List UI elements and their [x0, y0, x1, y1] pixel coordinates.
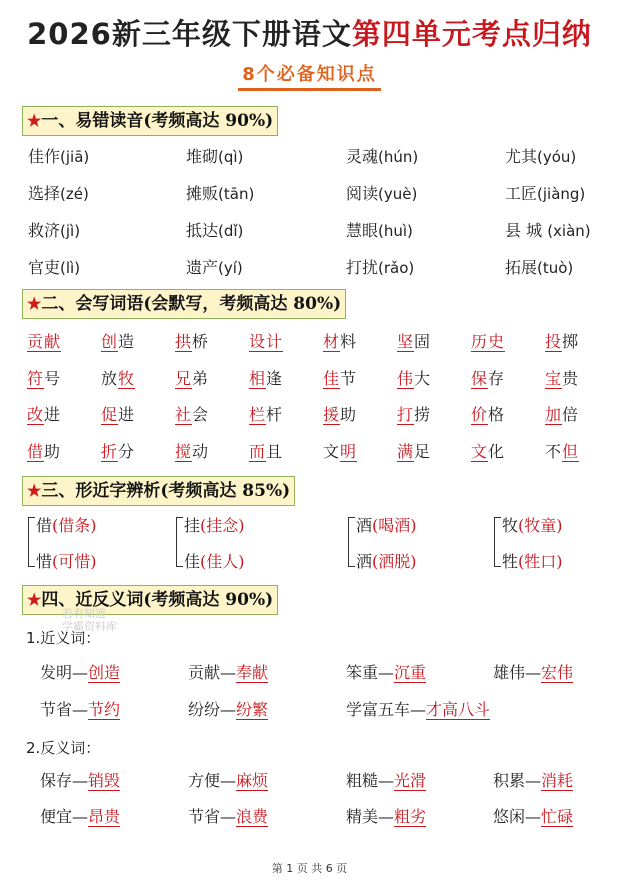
bracket-icon — [28, 517, 35, 567]
similar-char: 佳 — [184, 552, 201, 571]
similar-example: (喝酒) — [372, 516, 417, 535]
similar-char: 挂 — [184, 516, 201, 535]
pron-pinyin: (rǎo) — [378, 259, 415, 277]
vocab-part: 贡献 — [27, 332, 62, 351]
vocab-part: 佳 — [323, 369, 341, 388]
vocab-word — [27, 364, 61, 394]
vocab-part: 逢 — [266, 369, 284, 388]
vocab-part: 牧 — [118, 369, 136, 388]
section-3-label: 三、形近字辨析(考频高达 85%) — [41, 481, 291, 501]
vocab-part: 折 — [101, 442, 119, 461]
vocab-word — [175, 437, 209, 467]
vocab-part: 号 — [44, 369, 62, 388]
antonyms-answer: 麻烦 — [236, 771, 269, 790]
antonyms-item — [40, 802, 120, 832]
vocab-part: 而 — [249, 442, 267, 461]
synonyms-word: 纷纷— — [188, 700, 237, 719]
vocab-word — [101, 437, 135, 467]
vocab-part: 满 — [397, 442, 415, 461]
vocab-part: 文 — [471, 442, 489, 461]
vocab-word — [471, 437, 505, 467]
pron-pinyin: (tān) — [218, 185, 255, 203]
pron-word: 堆砌 — [186, 147, 219, 166]
similar-example: (洒脱) — [372, 552, 417, 571]
vocab-part: 社 — [175, 405, 193, 424]
section-3-header — [22, 476, 295, 506]
pron-pinyin: (jiàng) — [537, 185, 586, 203]
vocab-word — [175, 364, 209, 394]
vocab-word — [545, 400, 579, 430]
similar-line — [356, 549, 417, 575]
vocab-part: 加 — [545, 405, 563, 424]
vocab-word — [27, 437, 61, 467]
subtitle: 8个必备知识点 — [238, 60, 381, 91]
antonyms-word: 方便— — [188, 771, 237, 790]
similar-line — [184, 549, 245, 575]
similar-example: (借条) — [52, 516, 97, 535]
pron-word: 打扰 — [346, 258, 379, 277]
vocab-word — [249, 437, 283, 467]
vocab-part: 捞 — [414, 405, 432, 424]
star-icon: ★ — [27, 481, 42, 500]
antonyms-answer: 昂贵 — [88, 807, 121, 826]
synonyms-answer: 纷繁 — [236, 700, 269, 719]
vocab-part: 固 — [414, 332, 432, 351]
vocab-part: 拱 — [175, 332, 193, 351]
pron-pinyin: (huì) — [378, 222, 413, 240]
vocab-part: 杆 — [266, 405, 284, 424]
antonyms-item — [188, 766, 268, 796]
vocab-part: 明 — [340, 442, 358, 461]
similar-example: (佳人) — [200, 552, 245, 571]
vocab-part: 且 — [266, 442, 284, 461]
bracket-icon — [176, 517, 183, 567]
pron-word: 摊贩 — [186, 184, 219, 203]
vocab-part: 化 — [488, 442, 506, 461]
vocab-part: 桥 — [192, 332, 210, 351]
vocab-word — [397, 364, 431, 394]
synonyms-word: 贡献— — [188, 663, 237, 682]
vocab-part: 借 — [27, 442, 45, 461]
title-black: 2026新三年级下册语文 — [27, 17, 352, 51]
similar-line — [36, 513, 97, 539]
pron-word: 慧眼 — [346, 221, 379, 240]
similar-char: 洒 — [356, 552, 373, 571]
watermark-line-2: 学霸资料库 — [62, 620, 117, 633]
synonyms-item — [346, 658, 426, 688]
pron-word: 灵魂 — [346, 147, 379, 166]
synonyms-answer: 奉献 — [236, 663, 269, 682]
synonyms-answer: 宏伟 — [541, 663, 574, 682]
vocab-part: 伟 — [397, 369, 415, 388]
pron-word: 尤其 — [505, 147, 538, 166]
pron-item — [186, 216, 243, 246]
vocab-part: 投 — [545, 332, 563, 351]
vocab-word — [323, 437, 357, 467]
star-icon: ★ — [27, 294, 42, 313]
antonyms-item — [493, 802, 573, 832]
antonyms-word: 便宜— — [40, 807, 89, 826]
antonyms-item — [493, 766, 573, 796]
vocab-part: 会 — [192, 405, 210, 424]
synonyms-answer: 才高八斗 — [426, 700, 491, 719]
antonyms-item — [40, 766, 120, 796]
antonyms-word: 节省— — [188, 807, 237, 826]
pron-item — [28, 216, 80, 246]
pron-pinyin: (lì) — [60, 259, 81, 277]
antonyms-word: 积累— — [493, 771, 542, 790]
vocab-part: 掷 — [562, 332, 580, 351]
similar-char: 惜 — [36, 552, 53, 571]
similar-line — [36, 549, 97, 575]
vocab-part: 不 — [545, 442, 563, 461]
similar-char: 借 — [36, 516, 53, 535]
antonyms-word: 保存— — [40, 771, 89, 790]
vocab-part: 栏 — [249, 405, 267, 424]
vocab-part: 保 — [471, 369, 489, 388]
pron-pinyin: (jiā) — [60, 148, 90, 166]
pron-item — [28, 142, 89, 172]
antonyms-answer: 消耗 — [541, 771, 574, 790]
similar-line — [356, 513, 417, 539]
star-icon: ★ — [27, 590, 42, 609]
vocab-part: 兄 — [175, 369, 193, 388]
synonyms-item — [188, 695, 268, 725]
antonyms-item — [188, 802, 268, 832]
vocab-part: 材 — [323, 332, 341, 351]
vocab-word — [249, 364, 283, 394]
antonyms-label: 2.反义词： — [26, 739, 101, 757]
vocab-word — [175, 400, 209, 430]
pron-pinyin: (qì) — [218, 148, 244, 166]
pron-item — [186, 179, 254, 209]
pron-item — [505, 142, 576, 172]
pron-item — [28, 179, 89, 209]
vocab-part: 节 — [340, 369, 358, 388]
synonyms-item — [493, 658, 573, 688]
vocab-word — [545, 437, 579, 467]
vocab-part: 助 — [340, 405, 358, 424]
subtitle-wrap — [0, 60, 619, 91]
vocab-part: 促 — [101, 405, 119, 424]
similar-example: (牧童) — [518, 516, 563, 535]
vocab-word — [471, 327, 505, 357]
antonyms-answer: 浪费 — [236, 807, 269, 826]
synonyms-word: 节省— — [40, 700, 89, 719]
antonyms-item — [346, 802, 426, 832]
antonyms-word: 悠闲— — [493, 807, 542, 826]
pron-pinyin: (yuè) — [378, 185, 418, 203]
vocab-part: 造 — [118, 332, 136, 351]
vocab-part: 历史 — [471, 332, 506, 351]
antonyms-answer: 粗劣 — [394, 807, 427, 826]
vocab-part: 进 — [44, 405, 62, 424]
pron-pinyin: (yóu) — [537, 148, 577, 166]
synonyms-item — [188, 658, 268, 688]
synonyms-word: 发明— — [40, 663, 89, 682]
similar-line — [184, 513, 245, 539]
synonyms-word: 雄伟— — [493, 663, 542, 682]
pron-word: 选择 — [28, 184, 61, 203]
vocab-part: 存 — [488, 369, 506, 388]
vocab-part: 符 — [27, 369, 45, 388]
pron-word: 阅读 — [346, 184, 379, 203]
similar-char: 牧 — [502, 516, 519, 535]
vocab-word — [323, 327, 357, 357]
vocab-part: 放 — [101, 369, 119, 388]
section-1-header — [22, 106, 278, 136]
vocab-word — [101, 400, 135, 430]
star-icon: ★ — [27, 111, 42, 130]
vocab-part: 价 — [471, 405, 489, 424]
synonyms-item — [40, 658, 120, 688]
pron-item — [28, 253, 80, 283]
pron-item — [346, 253, 414, 283]
similar-line — [502, 513, 563, 539]
pron-item — [186, 142, 243, 172]
pron-pinyin: (tuò) — [537, 259, 574, 277]
synonyms-word: 学富五车— — [346, 700, 427, 719]
synonyms-item — [346, 695, 490, 725]
vocab-word — [545, 364, 579, 394]
vocab-part: 但 — [562, 442, 580, 461]
section-4-header — [22, 585, 278, 615]
vocab-part: 援 — [323, 405, 341, 424]
vocab-word — [101, 364, 135, 394]
antonyms-answer: 忙碌 — [541, 807, 574, 826]
vocab-part: 格 — [488, 405, 506, 424]
vocab-word — [323, 364, 357, 394]
vocab-part: 文 — [323, 442, 341, 461]
vocab-word — [27, 327, 61, 357]
synonyms-answer: 节约 — [88, 700, 121, 719]
vocab-word — [27, 400, 61, 430]
synonyms-answer: 创造 — [88, 663, 121, 682]
antonyms-answer: 销毁 — [88, 771, 121, 790]
pron-word: 拓展 — [505, 258, 538, 277]
vocab-word — [397, 327, 431, 357]
vocab-word — [545, 327, 579, 357]
vocab-word — [249, 327, 283, 357]
vocab-part: 改 — [27, 405, 45, 424]
vocab-word — [323, 400, 357, 430]
vocab-part: 弟 — [192, 369, 210, 388]
similar-example: (牲口) — [518, 552, 563, 571]
pron-item — [505, 216, 591, 246]
vocab-part: 进 — [118, 405, 136, 424]
vocab-word — [175, 327, 209, 357]
bracket-icon — [348, 517, 355, 567]
synonyms-item — [40, 695, 120, 725]
vocab-word — [397, 400, 431, 430]
pron-word: 佳作 — [28, 147, 61, 166]
antonyms-word: 精美— — [346, 807, 395, 826]
page-footer: 第 1 页 共 6 页 — [271, 862, 348, 875]
vocab-part: 助 — [44, 442, 62, 461]
vocab-part: 相 — [249, 369, 267, 388]
pron-pinyin: (xiàn) — [547, 222, 591, 240]
section-1-label: 一、易错读音(考频高达 90%) — [41, 111, 274, 131]
vocab-part: 足 — [414, 442, 432, 461]
antonyms-word: 粗糙— — [346, 771, 395, 790]
pron-word: 工匠 — [505, 184, 538, 203]
pron-word: 遗产 — [186, 258, 219, 277]
pron-pinyin: (zé) — [60, 185, 89, 203]
vocab-word — [471, 364, 505, 394]
section-4-label: 四、近反义词(考频高达 90%) — [41, 590, 274, 610]
pron-word: 救济 — [28, 221, 61, 240]
antonyms-item — [346, 766, 426, 796]
vocab-part: 分 — [118, 442, 136, 461]
section-2-label: 二、会写词语(会默写，考频高达 80%) — [41, 294, 342, 314]
pron-word: 抵达 — [186, 221, 219, 240]
vocab-part: 搅 — [175, 442, 193, 461]
synonyms-label: 1.近义词： — [26, 629, 101, 647]
similar-pair — [176, 511, 286, 571]
pron-word: 官吏 — [28, 258, 61, 277]
vocab-word — [101, 327, 135, 357]
title-red: 第四单元考点归纳 — [351, 17, 592, 51]
similar-char: 牲 — [502, 552, 519, 571]
similar-char: 酒 — [356, 516, 373, 535]
vocab-part: 设计 — [249, 332, 284, 351]
watermark-line-1: 若有知道 — [62, 607, 106, 620]
pron-pinyin: (dǐ) — [218, 222, 244, 240]
vocab-word — [249, 400, 283, 430]
pron-item — [346, 142, 418, 172]
vocab-part: 动 — [192, 442, 210, 461]
bracket-icon — [494, 517, 501, 567]
pron-pinyin: (yí) — [218, 259, 243, 277]
pron-item — [505, 253, 573, 283]
pron-word: 县 城 — [505, 221, 548, 240]
antonyms-answer: 光滑 — [394, 771, 427, 790]
pron-item — [505, 179, 585, 209]
similar-pair — [348, 511, 458, 571]
page-title — [0, 12, 619, 53]
pron-item — [346, 216, 413, 246]
similar-line — [502, 549, 563, 575]
similar-example: (挂念) — [200, 516, 245, 535]
synonyms-answer: 沉重 — [394, 663, 427, 682]
vocab-word — [397, 437, 431, 467]
vocab-part: 打 — [397, 405, 415, 424]
vocab-part: 大 — [414, 369, 432, 388]
pron-item — [346, 179, 417, 209]
vocab-word — [471, 400, 505, 430]
similar-pair — [28, 511, 138, 571]
vocab-part: 贵 — [562, 369, 580, 388]
synonyms-word: 笨重— — [346, 663, 395, 682]
similar-example: (可惜) — [52, 552, 97, 571]
similar-pair — [494, 511, 604, 571]
vocab-part: 创 — [101, 332, 119, 351]
vocab-part: 倍 — [562, 405, 580, 424]
vocab-part: 坚 — [397, 332, 415, 351]
pron-item — [186, 253, 243, 283]
vocab-part: 料 — [340, 332, 358, 351]
section-2-header — [22, 289, 346, 319]
pron-pinyin: (hún) — [378, 148, 419, 166]
pron-pinyin: (jì) — [60, 222, 81, 240]
vocab-part: 宝 — [545, 369, 563, 388]
